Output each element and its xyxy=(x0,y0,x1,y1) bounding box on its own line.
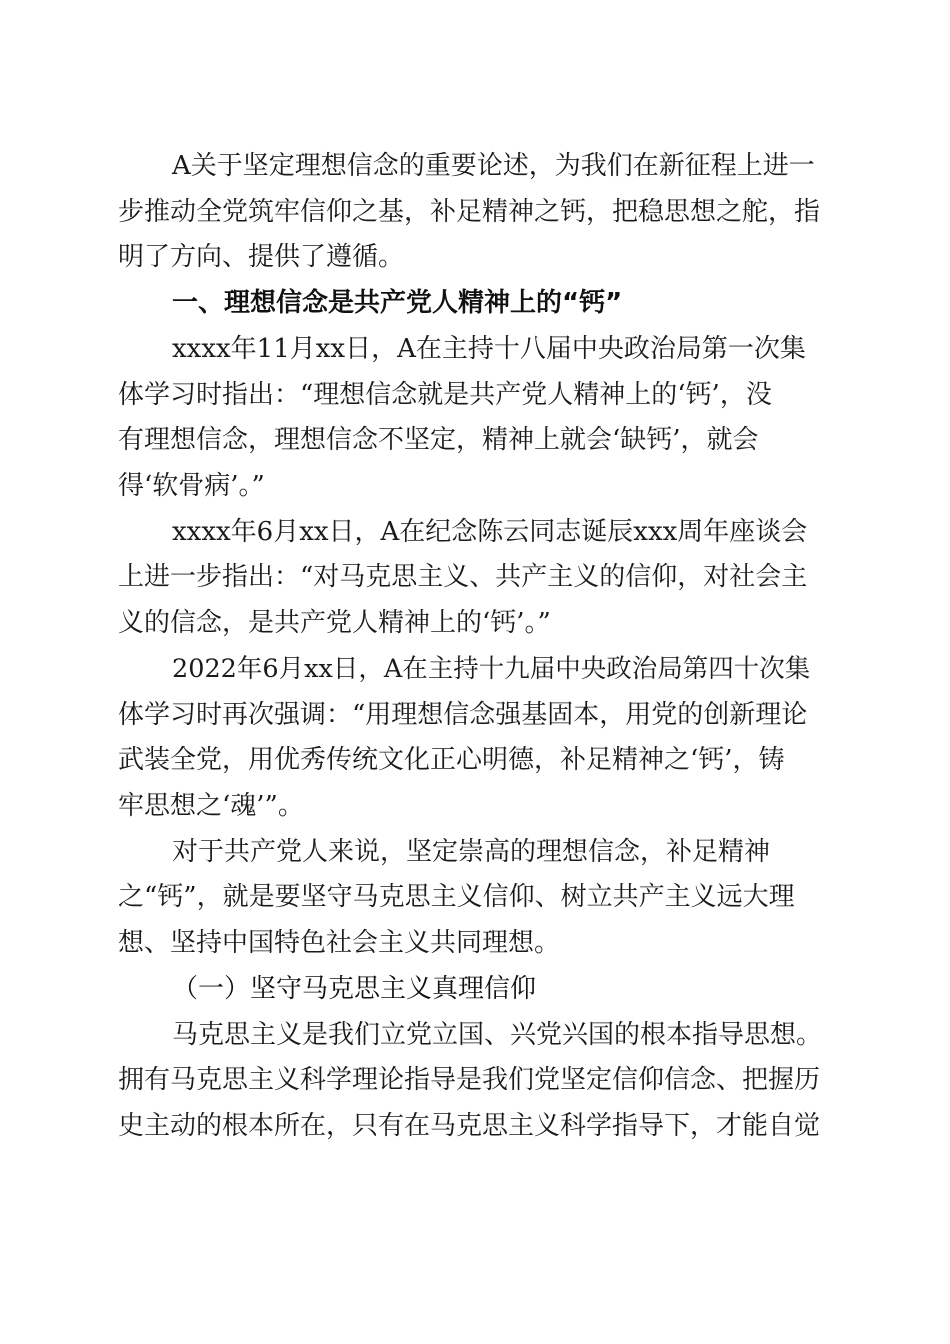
section-heading: 一、理想信念是共产党人精神上的“钙” xyxy=(172,288,623,318)
body-text-line: 马克思主义是我们立党立国、兴党兴国的根本指导思想。 xyxy=(172,1020,823,1050)
body-text-line: 对于共产党人来说，坚定崇高的理想信念，补足精神 xyxy=(172,837,771,867)
body-text-line: A关于坚定理想信念的重要论述，为我们在新征程上进一 xyxy=(172,151,815,181)
subsection-heading: （一）坚守马克思主义真理信仰 xyxy=(172,974,537,1004)
body-text-line: 义的信念，是共产党人精神上的‘钙’。” xyxy=(118,608,551,638)
body-text-line: xxxx年11月xx日，A在主持十八届中央政治局第一次集 xyxy=(172,334,806,364)
body-text-line: 体学习时再次强调：“用理想信念强基固本，用党的创新理论 xyxy=(118,700,808,730)
body-text-line: 牢思想之‘魂’”。 xyxy=(118,791,304,821)
body-text-line: 步推动全党筑牢信仰之基，补足精神之钙，把稳思想之舵，指 xyxy=(118,197,821,227)
body-text-line: 有理想信念，理想信念不坚定，精神上就会‘缺钙’，就会 xyxy=(118,425,759,455)
body-text-line: 史主动的根本所在，只有在马克思主义科学指导下，才能自觉 xyxy=(118,1111,821,1141)
body-text-line: 得‘软骨病’。” xyxy=(118,471,265,501)
body-text-line: 明了方向、提供了遵循。 xyxy=(118,242,405,272)
body-text-line: xxxx年6月xx日，A在纪念陈云同志诞辰xxx周年座谈会 xyxy=(172,517,808,547)
body-text-line: 上进一步指出：“对马克思主义、共产主义的信仰，对社会主 xyxy=(118,562,808,592)
body-text-line: 之“钙”，就是要坚守马克思主义信仰、树立共产主义远大理 xyxy=(118,882,795,912)
body-text-line: 体学习时指出：“理想信念就是共产党人精神上的‘钙’，没 xyxy=(118,380,772,410)
body-text-line: 武装全党，用优秀传统文化正心明德，补足精神之‘钙’，铸 xyxy=(118,745,785,775)
body-text-line: 想、坚持中国特色社会主义共同理想。 xyxy=(118,928,561,958)
body-text-line: 拥有马克思主义科学理论指导是我们党坚定信仰信念、把握历 xyxy=(118,1065,821,1095)
body-text-line: 2022年6月xx日，A在主持十九届中央政治局第四十次集 xyxy=(172,654,811,684)
